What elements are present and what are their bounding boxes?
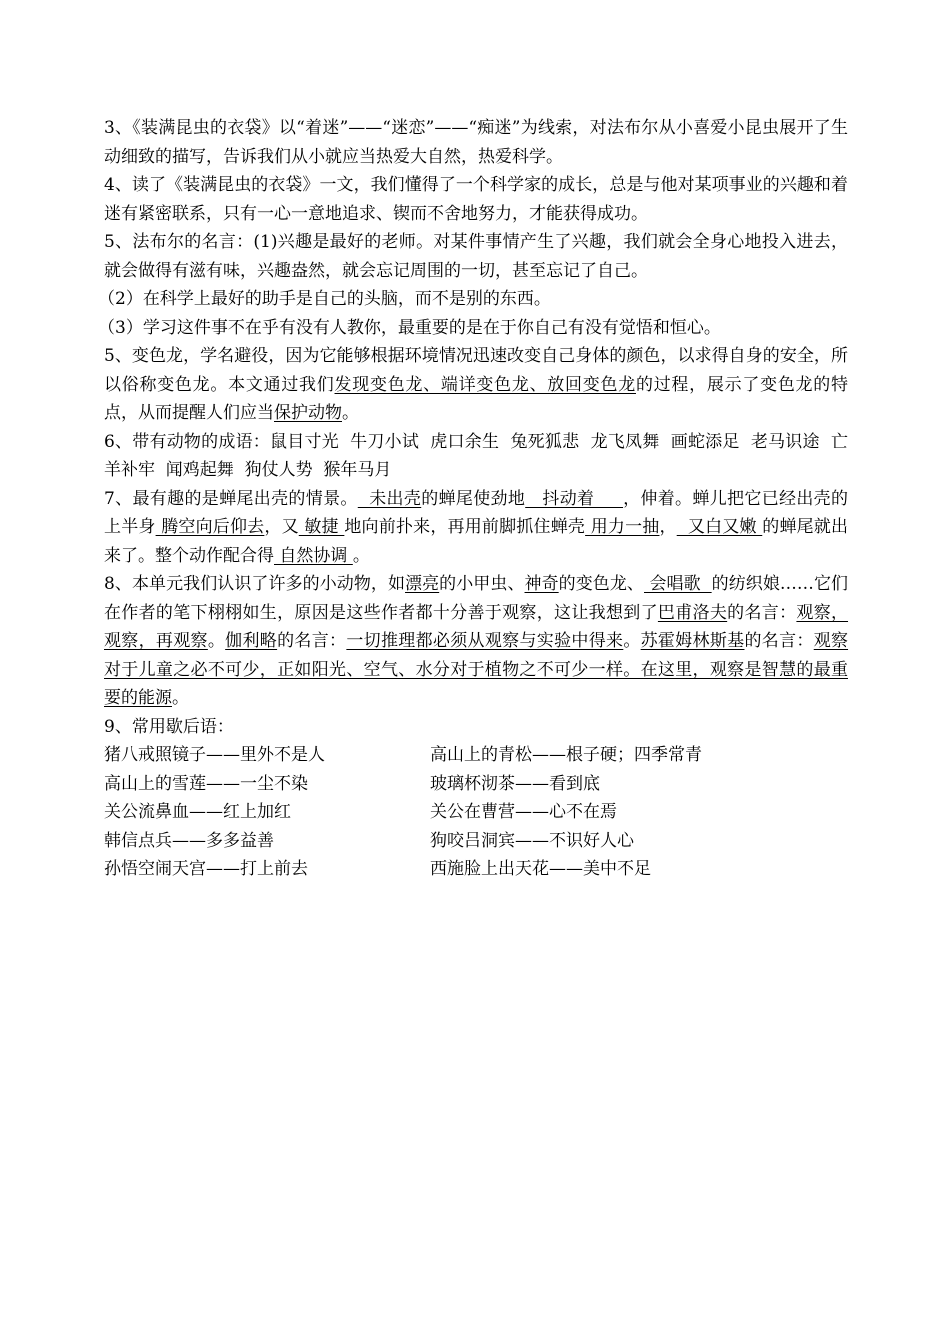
underlined-answer: 一切推理都必须从观察与实验中得来 — [346, 631, 624, 651]
underlined-answer: 又白又嫩 — [676, 517, 763, 537]
underlined-answer: 观察，观察，再观察 — [104, 602, 849, 651]
underlined-answer: 发现变色龙、端详变色龙、放回变色龙 — [334, 374, 636, 395]
underlined-answer: 巴甫洛夫 — [657, 602, 728, 623]
item-5-fabre-quote-2: （2）在科学上最好的助手是自己的头脑，而不是别的东西。 — [98, 289, 551, 309]
saying: 关公流鼻血——红上加红 — [104, 802, 291, 822]
text-segment: 的变色龙、 — [558, 574, 644, 594]
text-segment: 的蝉尾使劲地 — [421, 488, 526, 509]
text-segment: 的纺织娘……它们在作者的笔下栩栩如生，原因是这些作者都十分善于观察，这让我想到了 — [104, 574, 849, 623]
text-segment: 。 — [207, 631, 226, 651]
text-segment: 。 — [352, 545, 370, 566]
text-segment: 。 — [172, 688, 189, 708]
saying: 孙悟空闹天宫——打上前去 — [104, 859, 308, 879]
text-segment: 5、变色龙，学名避役，因为它能够根据环境情况迅速改变自己身体的颜色，以求得自身的安全，所以俗称变色龙。本文通过我们 — [104, 346, 848, 395]
saying: 玻璃杯沏茶——看到底 — [430, 773, 600, 794]
underlined-answer: 保护动物 — [274, 403, 342, 423]
item-9-heading: 9、常用歇后语： — [104, 716, 234, 737]
item-6-idioms: 6、带有动物的成语：鼠目寸光 牛刀小试 虎口余生 兔死狐悲 龙飞凤舞 画蛇添足 老马识途 亡羊补牢 闻鸡起舞 狗仗人势 猴年马月 — [104, 431, 848, 480]
underlined-answer: 苏霍姆林斯基 — [640, 631, 745, 651]
item-3: 3、《装满昆虫的衣袋》以“着迷”——“迷恋”——“痴迷”为线索，对法布尔从小喜爱小昆虫展开了生动细致的描写，告诉我们从小就应当热爱大自然，热爱科学。 — [104, 118, 848, 167]
underlined-answer: 腾空向后仰去 — [155, 517, 265, 537]
underlined-answer: 观察对于儿童之必不可少，正如阳光、空气、水分对于植物之不可少一样。在这里，观察是智慧的最重要的能源 — [104, 631, 849, 708]
saying: 高山上的雪莲——一尘不染 — [104, 773, 308, 794]
underlined-answer: 神奇 — [524, 574, 559, 594]
saying: 高山上的青松——根子硬；四季常青 — [430, 745, 702, 765]
text-segment: ， — [659, 517, 677, 537]
underlined-answer: 敏捷 — [298, 517, 345, 537]
text-segment: ，伸着。蝉儿把它已经出壳的上半身 — [104, 488, 849, 537]
underlined-answer: 自然协调 — [274, 545, 353, 566]
text-segment: ，又 — [264, 517, 299, 537]
text-segment: 。 — [342, 403, 359, 423]
underlined-answer: 未出壳 — [357, 488, 422, 509]
underlined-answer: 伽利略 — [225, 631, 278, 651]
text-segment: 地向前扑来，再用前脚抓住蝉壳 — [344, 517, 586, 537]
saying: 猪八戒照镜子——里外不是人 — [104, 745, 325, 765]
text-segment: 的名言： — [727, 602, 797, 623]
item-8-observation — [104, 570, 848, 713]
saying: 韩信点兵——多多益善 — [104, 830, 274, 851]
saying: 狗咬吕洞宾——不识好人心 — [430, 830, 634, 851]
text-segment: 的过程，展示了变色龙的特点，从而提醒人们应当 — [104, 374, 849, 423]
underlined-answer: 漂亮 — [405, 574, 440, 594]
text-segment: 。 — [623, 631, 641, 651]
xiehouyu-list — [104, 741, 848, 884]
item-4: 4、读了《装满昆虫的衣袋》一文，我们懂得了一个科学家的成长，总是与他对某项事业的兴趣和着迷有紧密联系，只有一心一意地追求、锲而不舍地努力，才能获得成功。 — [104, 175, 848, 224]
item-5-fabre-quote-3: （3）学习这件事不在乎有没有人教你，最重要的是在于你自己有没有觉悟和恒心。 — [98, 317, 721, 338]
text-segment: 的名言： — [277, 631, 347, 651]
item-7-cicada — [104, 485, 848, 571]
text-segment: 的名言： — [744, 631, 814, 651]
text-segment: 的小甲虫、 — [439, 574, 525, 594]
underlined-answer: 会唱歌 — [644, 574, 712, 594]
document-page — [98, 114, 849, 884]
item-5-chameleon — [104, 342, 848, 428]
text-segment: 8、本单元我们认识了许多的小动物，如 — [104, 574, 406, 594]
item-5-fabre-quote-1: 5、法布尔的名言：(1)兴趣是最好的老师。对某件事情产生了兴趣，我们就会全身心地投入进去，就会做得有滋有味，兴趣盎然，就会忘记周围的一切，甚至忘记了自己。 — [104, 232, 848, 281]
underlined-answer: 抖动着 — [525, 488, 624, 509]
text-segment: 的蝉尾就出来了。整个动作配合得 — [104, 517, 849, 566]
saying: 关公在曹营——心不在焉 — [430, 802, 617, 822]
text-segment: 7、最有趣的是蝉尾出壳的情景。 — [104, 488, 358, 509]
saying: 西施脸上出天花——美中不足 — [430, 859, 651, 879]
underlined-answer: 用力一抽 — [585, 517, 660, 537]
